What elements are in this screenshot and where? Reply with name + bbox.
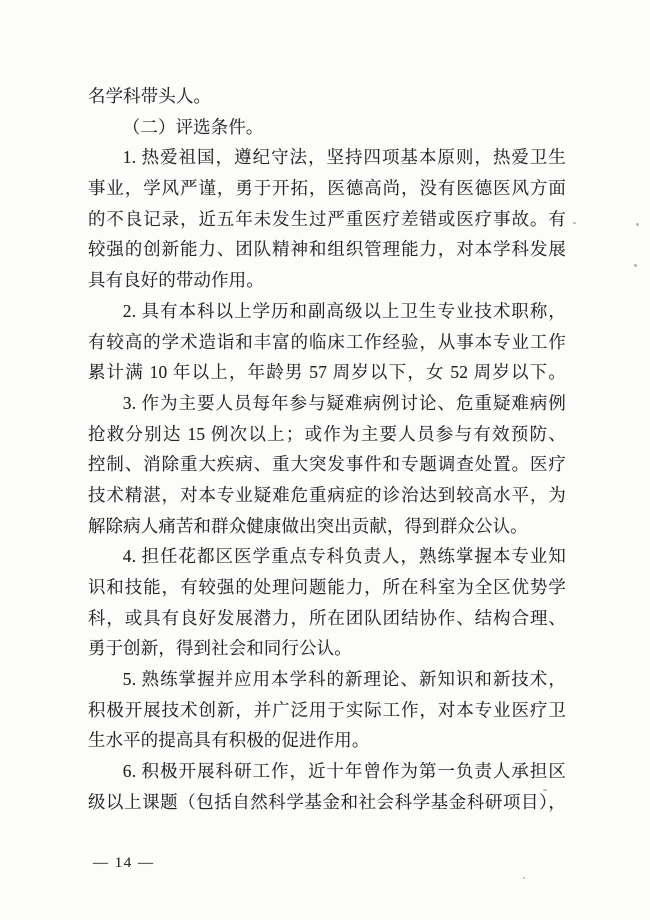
document-line: 名学科带头人。 — [88, 86, 212, 106]
document-line: 的不良记录，近五年未发生过严重医疗差错或医疗事故。有 — [88, 208, 566, 229]
document-line: 技术精湛，对本专业疑难危重病症的诊治达到较高水平，为 — [88, 484, 566, 505]
document-line: 3. 作为主要人员每年参与疑难病例讨论、危重疑难病例 — [122, 392, 566, 413]
document-line: 科，或具有良好发展潜力，所在团队团结协作、结构合理、 — [88, 607, 566, 628]
document-line: 解除病人痛苦和群众健康做出突出贡献，得到群众公认。 — [88, 515, 528, 536]
page-number: — 14 — — [93, 855, 155, 871]
document-line: 较强的创新能力、团队精神和组织管理能力，对本学科发展 — [88, 239, 566, 260]
document-line: 勇于创新，得到社会和同行公认。 — [88, 638, 352, 659]
document-line: 5. 熟练掌握并应用本学科的新理论、新知识和新技术， — [122, 669, 566, 690]
document-line: 抢救分别达 15 例次以上；或作为主要人员参与有效预防、 — [88, 423, 566, 444]
document-line: 6. 积极开展科研工作，近十年曾作为第一负责人承担区 — [122, 761, 566, 782]
document-line: 具有良好的带动作用。 — [88, 270, 264, 291]
scan-speck — [636, 223, 639, 226]
document-line: 生水平的提高具有积极的促进作用。 — [88, 730, 370, 751]
document-line: 1. 热爱祖国，遵纪守法，坚持四项基本原则，热爱卫生 — [122, 147, 566, 168]
document-line: 4. 担任花都区医学重点专科负责人，熟练掌握本专业知 — [122, 546, 566, 567]
document-line: （二）评选条件。 — [122, 116, 264, 137]
document-line: 事业，学风严谨，勇于开拓，医德高尚，没有医德医风方面 — [88, 178, 566, 199]
document-line: 累计满 10 年以上，年龄男 57 周岁以下，女 52 周岁以下。 — [88, 362, 566, 383]
scan-speck — [543, 789, 547, 791]
document-line: 有较高的学术造诣和丰富的临床工作经验，从事本专业工作 — [88, 331, 566, 352]
document-body — [88, 81, 566, 818]
document-line: 级以上课题（包括自然科学基金和社会科学基金科研项目）， — [88, 791, 566, 812]
document-line: 控制、消除重大疾病、重大突发事件和专题调查处置。医疗 — [88, 454, 566, 475]
scan-speck — [523, 877, 525, 879]
document-line: 识和技能，有较强的处理问题能力，所在科室为全区优势学 — [88, 577, 566, 597]
document-line: 2. 具有本科以上学历和副高级以上卫生专业技术职称， — [122, 300, 566, 321]
scan-speck — [573, 222, 576, 224]
document-line: 积极开展技术创新，并广泛用于实际工作，对本专业医疗卫 — [88, 699, 566, 720]
scan-speck — [634, 264, 637, 267]
